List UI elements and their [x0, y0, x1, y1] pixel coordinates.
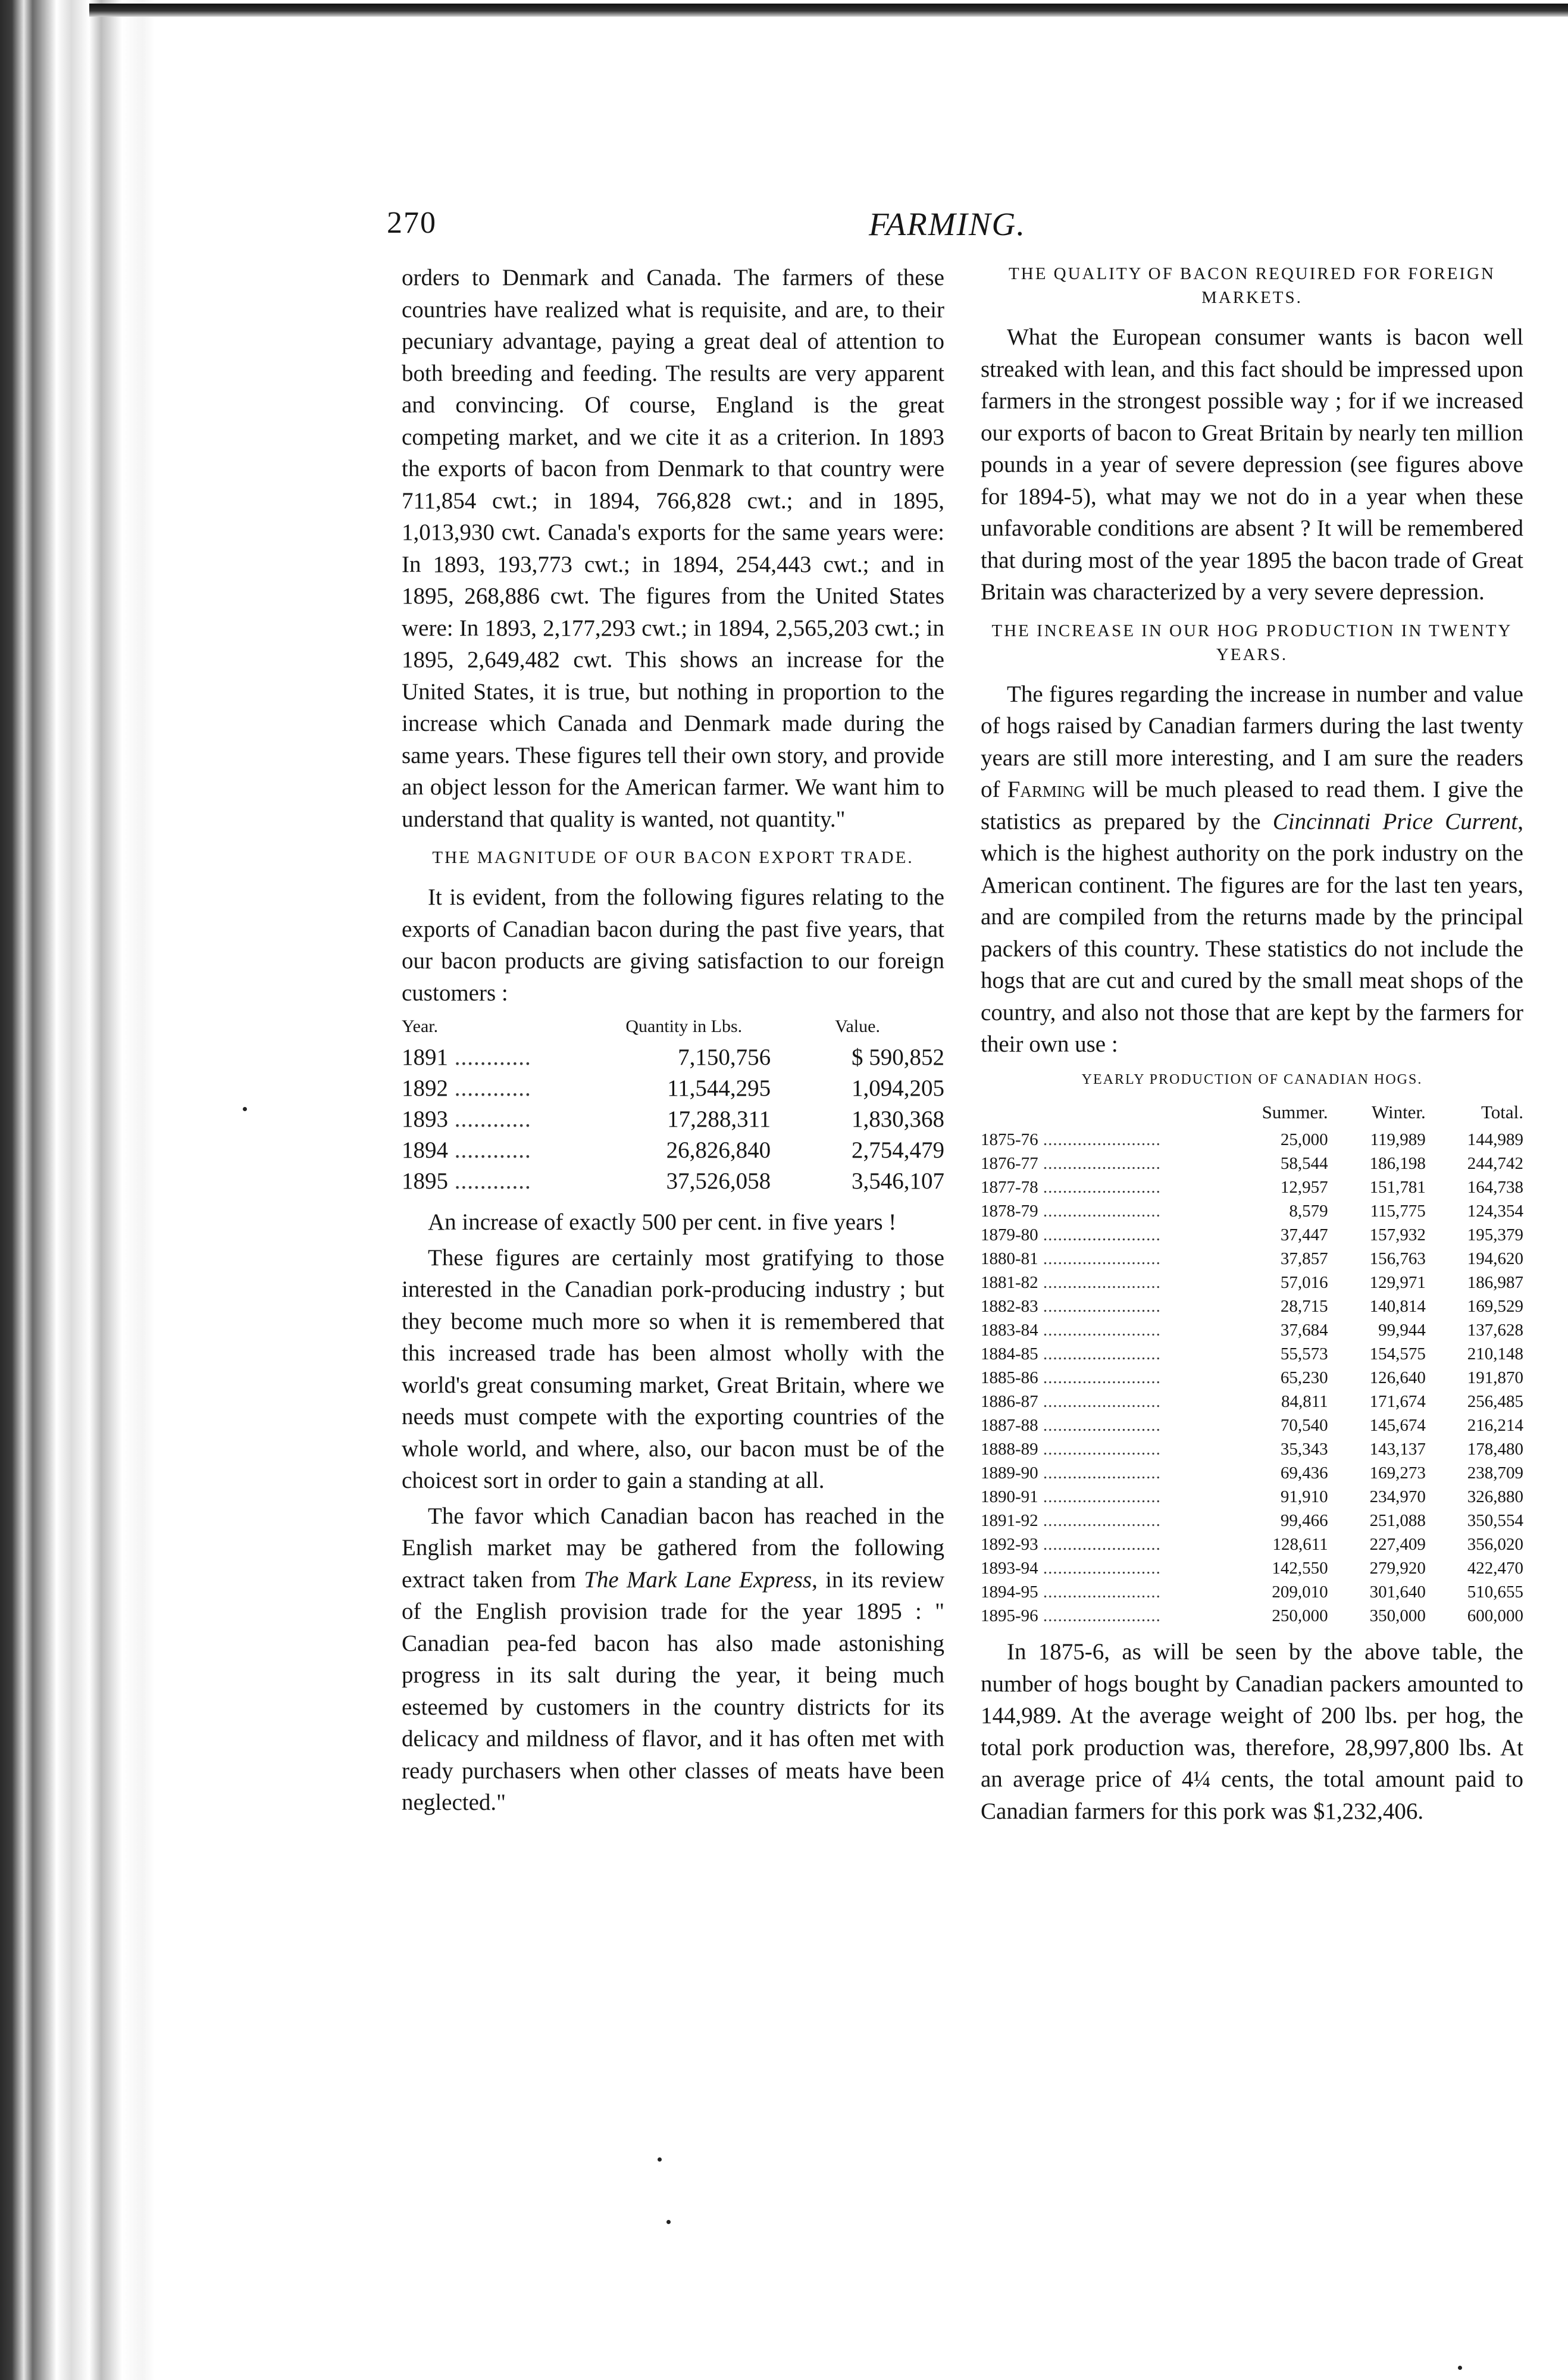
summer-cell: 128,611 — [1272, 1535, 1328, 1554]
publication-title: Cincinnati Price Current — [1272, 808, 1518, 834]
text-run: The favor which Canadian bacon has reached in the English market may be gathered from the following extract taken from — [402, 1503, 944, 1593]
season-cell: 1895-96 — [981, 1606, 1038, 1625]
table-row — [981, 1437, 1523, 1461]
table-row — [981, 1152, 1523, 1175]
table-row — [981, 1294, 1523, 1318]
table-row — [981, 1509, 1523, 1533]
total-cell: 326,880 — [1467, 1487, 1523, 1506]
leader-dots: ............ — [448, 1168, 531, 1194]
table-row — [981, 1556, 1523, 1580]
summer-cell: 57,016 — [1280, 1273, 1328, 1292]
hog-table-body — [981, 1128, 1523, 1628]
bacon-export-table — [402, 1015, 944, 1197]
winter-cell: 234,970 — [1369, 1487, 1426, 1506]
table-row — [981, 1390, 1523, 1413]
winter-cell: 140,814 — [1369, 1297, 1426, 1316]
winter-cell: 151,781 — [1369, 1178, 1426, 1197]
total-cell: 256,485 — [1467, 1392, 1523, 1411]
summer-cell: 91,910 — [1280, 1487, 1328, 1506]
leader-dots: ........................ — [1038, 1463, 1161, 1483]
total-cell: 210,148 — [1467, 1344, 1523, 1363]
table-row — [981, 1342, 1523, 1366]
table-row — [402, 1042, 944, 1073]
table-row — [981, 1580, 1523, 1604]
section-heading: THE QUALITY OF BACON REQUIRED FOR FOREIGN MARKETS. — [1009, 264, 1495, 307]
total-cell: 422,470 — [1467, 1559, 1523, 1578]
leader-dots: ........................ — [1038, 1297, 1161, 1316]
print-speck — [243, 1107, 247, 1111]
leader-dots: ........................ — [1038, 1440, 1161, 1459]
table-header-row — [981, 1100, 1523, 1128]
season-cell: 1881-82 — [981, 1273, 1038, 1292]
winter-cell: 169,273 — [1369, 1463, 1426, 1483]
paragraph: An increase of exactly 500 per cent. in five years ! — [428, 1209, 897, 1235]
paragraph: orders to Denmark and Canada. The farmers of these countries have realized what is requisite, and are, to their pecuniary advantage, paying a great deal of attention to both breeding and feeding. The results are very apparent and convincing. Of course, England is the great competing market, and we cite it as a criterion. In 1893 the exports of bacon from Denmark to that country were 711,854 cwt.; in 1894, 766,828 cwt.; and in 1895, 1,013,930 cwt. Canada's exports for the same years were: In 1893, 193,773 cwt.; in 1894, 254,443 cwt.; and in 1895, 268,886 cwt. The figures from the United States were: In 1893, 2,177,293 cwt.; in 1894, 2,565,203 cwt.; in 1895, 2,649,482 cwt. This shows an increase for the United States, it is true, but nothing in proportion to the increase which Canada and Denmark made during the same years. These figures tell their own story, and provide an object lesson for the American farmer. We want him to understand that quality is wanted, not quantity." — [402, 265, 944, 832]
column-header: Total. — [1481, 1102, 1523, 1122]
summer-cell: 28,715 — [1280, 1297, 1328, 1316]
leader-dots: ........................ — [1038, 1249, 1161, 1268]
winter-cell: 156,763 — [1369, 1249, 1426, 1268]
summer-cell: 55,573 — [1280, 1344, 1328, 1363]
column-header: Year. — [402, 1017, 439, 1036]
value-cell: 2,754,479 — [852, 1137, 944, 1163]
column-header: Winter. — [1371, 1102, 1426, 1122]
summer-cell: 84,811 — [1281, 1392, 1328, 1411]
column-header: Summer. — [1262, 1102, 1328, 1122]
paragraph — [981, 678, 1523, 1061]
table-row — [981, 1128, 1523, 1152]
text-run: will be much pleased to read them. I give the statistics as prepared by the — [981, 777, 1523, 834]
total-cell: 144,989 — [1467, 1130, 1523, 1149]
value-cell: 3,546,107 — [852, 1168, 944, 1194]
summer-cell: 70,540 — [1280, 1416, 1328, 1435]
total-cell: 137,628 — [1467, 1321, 1523, 1340]
summer-cell: 12,957 — [1280, 1178, 1328, 1197]
winter-cell: 145,674 — [1369, 1416, 1426, 1435]
total-cell: 600,000 — [1467, 1606, 1523, 1625]
summer-cell: 250,000 — [1272, 1606, 1328, 1625]
table-row — [981, 1247, 1523, 1271]
season-cell: 1878-79 — [981, 1202, 1038, 1221]
season-cell: 1879-80 — [981, 1225, 1038, 1244]
season-cell: 1891-92 — [981, 1511, 1038, 1530]
print-speck — [666, 2220, 671, 2224]
summer-cell: 35,343 — [1280, 1440, 1328, 1459]
text-run: The figures regarding the increase in number and value of hogs raised by Canadian farmers during the last twenty years are still more interesting, and I am sure the readers of — [981, 681, 1523, 802]
magazine-name: Farming — [1007, 777, 1085, 802]
winter-cell: 301,640 — [1369, 1583, 1426, 1602]
leader-dots: ........................ — [1038, 1606, 1161, 1625]
winter-cell: 251,088 — [1369, 1511, 1426, 1530]
table-row — [981, 1366, 1523, 1390]
winter-cell: 154,575 — [1369, 1344, 1426, 1363]
page-number: 270 — [387, 206, 437, 240]
hog-production-table — [981, 1064, 1523, 1628]
publication-title: The Mark Lane Express — [584, 1566, 812, 1593]
year-cell: 1892 — [402, 1075, 448, 1101]
leader-dots: ........................ — [1038, 1392, 1161, 1411]
paragraph: These figures are certainly most gratifying to those interested in the Canadian pork-producing industry ; but they become much more so when it is remembered that this increased trade has been almost wholly with the world's great consuming market, Great Britain, where we needs must compete with the exporting countries of the whole world, and where, also, our bacon must be of the choicest sort in order to gain a standing at all. — [402, 1244, 944, 1493]
summer-cell: 37,857 — [1280, 1249, 1328, 1268]
table-row — [981, 1604, 1523, 1628]
winter-cell: 171,674 — [1369, 1392, 1426, 1411]
winter-cell: 119,989 — [1370, 1130, 1426, 1149]
season-cell: 1882-83 — [981, 1297, 1038, 1316]
table-row — [981, 1271, 1523, 1294]
leader-dots: ............ — [448, 1075, 531, 1101]
quantity-cell: 11,544,295 — [667, 1075, 771, 1101]
top-edge-rule — [89, 4, 1568, 17]
leader-dots: ........................ — [1038, 1130, 1161, 1149]
season-cell: 1886-87 — [981, 1392, 1038, 1411]
year-cell: 1895 — [402, 1168, 448, 1194]
leader-dots: ........................ — [1038, 1416, 1161, 1435]
book-binding-shadow — [0, 0, 155, 2380]
table-row — [981, 1413, 1523, 1437]
leader-dots: ........................ — [1038, 1487, 1161, 1506]
table-row — [981, 1485, 1523, 1509]
total-cell: 169,529 — [1467, 1297, 1523, 1316]
value-cell: 1,094,205 — [852, 1075, 944, 1101]
text-run: , in its review of the English provision trade for the year 1895 : " Canadian pea-fed bacon has also made astonishing progress in its salt during the year, it being much esteemed by customers in the country districts for its delicacy and mildness of flavor, and it has often met with ready purchasers when other classes of meats have been neglected." — [402, 1566, 944, 1815]
summer-cell: 99,466 — [1280, 1511, 1328, 1530]
season-cell: 1875-76 — [981, 1130, 1038, 1149]
winter-cell: 279,920 — [1369, 1559, 1426, 1578]
season-cell: 1880-81 — [981, 1249, 1038, 1268]
total-cell: 510,655 — [1467, 1583, 1523, 1602]
quantity-cell: 37,526,058 — [666, 1168, 771, 1194]
table-row — [981, 1461, 1523, 1485]
paragraph: In 1875-6, as will be seen by the above table, the number of hogs bought by Canadian packers amounted to 144,989. At the average weight of 200 lbs. per hog, the total pork production was, therefore, 28,997,800 lbs. At an average price of 4¼ cents, the total amount paid to Canadian farmers for this pork was $1,232,406. — [981, 1639, 1523, 1824]
table-row — [402, 1073, 944, 1104]
winter-cell: 129,971 — [1369, 1273, 1426, 1292]
table-row — [402, 1135, 944, 1166]
print-speck — [1458, 2366, 1462, 2370]
total-cell: 124,354 — [1467, 1202, 1523, 1221]
season-cell: 1887-88 — [981, 1416, 1038, 1435]
season-cell: 1884-85 — [981, 1344, 1038, 1363]
summer-cell: 58,544 — [1280, 1154, 1328, 1173]
table-row — [402, 1166, 944, 1197]
value-cell: 1,830,368 — [852, 1106, 944, 1132]
left-column — [402, 262, 944, 1822]
column-header: Quantity in Lbs. — [625, 1017, 743, 1036]
winter-cell: 143,137 — [1369, 1440, 1426, 1459]
leader-dots: ........................ — [1038, 1225, 1161, 1244]
summer-cell: 69,436 — [1280, 1463, 1328, 1483]
summer-cell: 65,230 — [1280, 1368, 1328, 1387]
summer-cell: 37,684 — [1280, 1321, 1328, 1340]
season-cell: 1888-89 — [981, 1440, 1038, 1459]
total-cell: 178,480 — [1467, 1440, 1523, 1459]
paragraph: What the European consumer wants is bacon well streaked with lean, and this fact should be impressed upon farmers in the strongest possible way ; for if we increased our exports of bacon to Great Britain by nearly ten million pounds in a year of severe depression (see figures above for 1894-5), what may we not do in a year when these unfavorable conditions are absent ? It will be remembered that during most of the year 1895 the bacon trade of Great Britain was characterized by a very severe depression. — [981, 324, 1523, 605]
text-run: , which is the highest authority on the pork industry on the American continent. The figures are for the last ten years, and are compiled from the returns made by the principal packers of this country. These statistics do not include the hogs that are cut and cured by the small meat shops of the country, and also not those that are kept by the farmers for their own use : — [981, 808, 1523, 1057]
print-speck — [658, 2157, 662, 2162]
table-row — [981, 1175, 1523, 1199]
season-cell: 1892-93 — [981, 1535, 1038, 1554]
table-row — [402, 1104, 944, 1135]
value-cell: $ 590,852 — [852, 1044, 944, 1070]
leader-dots: ........................ — [1038, 1178, 1161, 1197]
table-row — [981, 1223, 1523, 1247]
leader-dots: ........................ — [1038, 1344, 1161, 1363]
leader-dots: ........................ — [1038, 1583, 1161, 1602]
quantity-cell: 7,150,756 — [678, 1044, 771, 1070]
season-cell: 1876-77 — [981, 1154, 1038, 1173]
leader-dots: ............ — [448, 1137, 531, 1163]
summer-cell: 209,010 — [1272, 1583, 1328, 1602]
running-head: FARMING. — [869, 206, 1026, 242]
total-cell: 356,020 — [1467, 1535, 1523, 1554]
summer-cell: 25,000 — [1280, 1130, 1328, 1149]
winter-cell: 115,775 — [1370, 1202, 1426, 1221]
total-cell: 216,214 — [1467, 1416, 1523, 1435]
leader-dots: ........................ — [1038, 1154, 1161, 1173]
paragraph: It is evident, from the following figures relating to the exports of Canadian bacon during the past five years, that our bacon products are giving satisfaction to our foreign customers : — [402, 884, 944, 1006]
leader-dots: ............ — [448, 1106, 531, 1132]
total-cell: 350,554 — [1467, 1511, 1523, 1530]
year-cell: 1891 — [402, 1044, 448, 1070]
table-row — [981, 1199, 1523, 1223]
leader-dots: ........................ — [1038, 1273, 1161, 1292]
paragraph — [402, 1500, 944, 1819]
winter-cell: 350,000 — [1369, 1606, 1426, 1625]
winter-cell: 99,944 — [1378, 1321, 1426, 1340]
quantity-cell: 17,288,311 — [667, 1106, 771, 1132]
total-cell: 191,870 — [1467, 1368, 1523, 1387]
season-cell: 1894-95 — [981, 1583, 1038, 1602]
winter-cell: 126,640 — [1369, 1368, 1426, 1387]
year-cell: 1893 — [402, 1106, 448, 1132]
summer-cell: 8,579 — [1289, 1202, 1328, 1221]
total-cell: 244,742 — [1467, 1154, 1523, 1173]
total-cell: 195,379 — [1467, 1225, 1523, 1244]
season-cell: 1885-86 — [981, 1368, 1038, 1387]
table-header-row — [402, 1015, 944, 1042]
table-row — [981, 1318, 1523, 1342]
table-row — [981, 1533, 1523, 1556]
table-title: YEARLY PRODUCTION OF CANADIAN HOGS. — [1081, 1071, 1423, 1087]
section-heading: THE INCREASE IN OUR HOG PRODUCTION IN TWENTY YEARS. — [991, 621, 1513, 664]
total-cell: 238,709 — [1467, 1463, 1523, 1483]
season-cell: 1883-84 — [981, 1321, 1038, 1340]
winter-cell: 157,932 — [1369, 1225, 1426, 1244]
year-cell: 1894 — [402, 1137, 448, 1163]
quantity-cell: 26,826,840 — [666, 1137, 771, 1163]
season-cell: 1877-78 — [981, 1178, 1038, 1197]
leader-dots: ........................ — [1038, 1535, 1161, 1554]
summer-cell: 142,550 — [1272, 1559, 1328, 1578]
leader-dots: ........................ — [1038, 1511, 1161, 1530]
leader-dots: ........................ — [1038, 1202, 1161, 1221]
leader-dots: ............ — [448, 1044, 531, 1070]
winter-cell: 186,198 — [1369, 1154, 1426, 1173]
season-cell: 1889-90 — [981, 1463, 1038, 1483]
total-cell: 194,620 — [1467, 1249, 1523, 1268]
right-column — [981, 262, 1523, 1831]
season-cell: 1893-94 — [981, 1559, 1038, 1578]
winter-cell: 227,409 — [1369, 1535, 1426, 1554]
section-heading: THE MAGNITUDE OF OUR BACON EXPORT TRADE. — [432, 848, 914, 867]
leader-dots: ........................ — [1038, 1321, 1161, 1340]
total-cell: 186,987 — [1467, 1273, 1523, 1292]
leader-dots: ........................ — [1038, 1368, 1161, 1387]
summer-cell: 37,447 — [1280, 1225, 1328, 1244]
season-cell: 1890-91 — [981, 1487, 1038, 1506]
total-cell: 164,738 — [1467, 1178, 1523, 1197]
leader-dots: ........................ — [1038, 1559, 1161, 1578]
column-header: Value. — [835, 1017, 880, 1036]
